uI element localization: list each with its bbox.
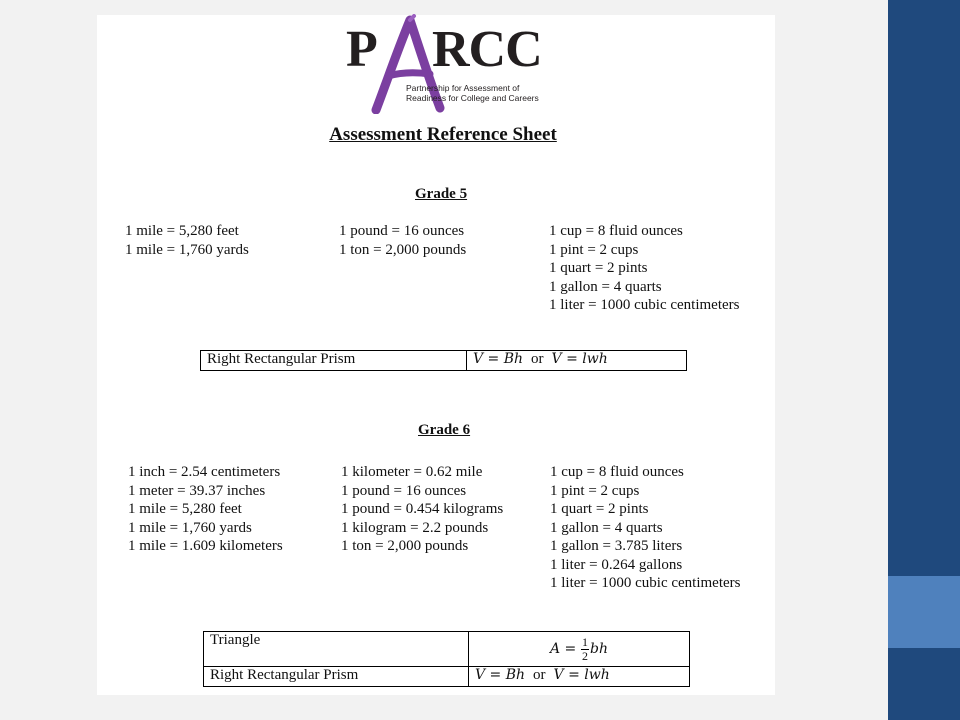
grade6-mass-conversions (341, 463, 503, 556)
logo-tagline-line1: Partnership for Assessment of (406, 83, 520, 93)
grade6-heading: Grade 6 (418, 422, 471, 438)
formula-triangle-rhs: bh (590, 640, 609, 657)
conversion-item: 1 mile = 1,760 yards (125, 241, 249, 258)
conversion-item: 1 pint = 2 cups (549, 241, 639, 258)
formula-name: Triangle (204, 632, 469, 667)
grade5-heading: Grade 5 (415, 186, 468, 202)
fraction-denominator: 2 (582, 648, 589, 663)
conversion-item: 1 mile = 1,760 yards (128, 519, 252, 536)
grade6-length-conversions (128, 463, 283, 556)
conversion-item: 1 mile = 1.609 kilometers (128, 538, 283, 554)
formula-name: Right Rectangular Prism (204, 667, 469, 687)
conversion-item: 1 ton = 2,000 pounds (341, 538, 469, 554)
conversion-item: 1 gallon = 3.785 liters (550, 538, 683, 554)
formula-volume-bh: V = Bh (475, 667, 526, 683)
conversion-item: 1 quart = 2 pints (549, 260, 648, 276)
conversion-item: 1 pint = 2 cups (550, 482, 640, 499)
formula-or: or (533, 667, 546, 683)
slide-sidebar-accent (888, 576, 960, 648)
conversion-item: 1 gallon = 4 quarts (549, 278, 662, 295)
conversion-item: 1 meter = 39.37 inches (128, 482, 266, 499)
conversion-item: 1 kilometer = 0.62 mile (341, 464, 483, 480)
logo-letter-p: P (346, 21, 377, 78)
formula-or: or (531, 351, 544, 367)
conversion-item: 1 kilogram = 2.2 pounds (341, 519, 489, 536)
formula-row (204, 632, 690, 667)
formula-triangle-lhs: A = (549, 640, 577, 657)
formula-volume-lwh: V = lwh (551, 351, 608, 367)
grade5-weight-conversions (339, 222, 466, 259)
conversion-item: 1 ton = 2,000 pounds (339, 241, 467, 258)
conversion-item: 1 pound = 0.454 kilograms (341, 501, 504, 517)
formula-expression (467, 351, 687, 371)
fraction-one-half (581, 636, 589, 663)
grade5-length-conversions (125, 222, 249, 259)
conversion-item: 1 gallon = 4 quarts (550, 519, 663, 536)
conversion-item: 1 inch = 2.54 centimeters (128, 464, 281, 480)
formula-name: Right Rectangular Prism (201, 351, 467, 371)
grade6-volume-conversions (550, 463, 740, 593)
conversion-item: 1 cup = 8 fluid ounces (550, 464, 684, 480)
fraction-numerator: 1 (582, 634, 589, 649)
formula-row (201, 351, 687, 371)
logo-tagline-line2: Readiness for College and Careers (406, 93, 539, 103)
formula-volume-bh: V = Bh (473, 351, 524, 367)
grade5-volume-conversions (549, 222, 739, 315)
conversion-item: 1 liter = 1000 cubic centimeters (549, 297, 740, 313)
formula-expression (469, 632, 690, 667)
conversion-item: 1 liter = 1000 cubic centimeters (550, 575, 741, 591)
parcc-logo (346, 14, 546, 110)
formula-volume-lwh: V = lwh (553, 667, 610, 683)
conversion-item: 1 mile = 5,280 feet (125, 223, 239, 239)
conversion-item: 1 quart = 2 pints (550, 501, 649, 517)
conversion-item: 1 pound = 16 ounces (339, 223, 465, 239)
page-title: Assessment Reference Sheet (329, 124, 557, 145)
grade6-formula-table (203, 631, 690, 687)
formula-row (204, 667, 690, 687)
conversion-item: 1 liter = 0.264 gallons (550, 556, 683, 573)
grade5-formula-table (200, 350, 687, 371)
logo-letters-rcc: RCC (432, 21, 542, 78)
formula-expression (469, 667, 690, 687)
logo-tagline (406, 83, 539, 103)
conversion-item: 1 cup = 8 fluid ounces (549, 223, 683, 239)
conversion-item: 1 pound = 16 ounces (341, 482, 467, 499)
conversion-item: 1 mile = 5,280 feet (128, 501, 242, 517)
